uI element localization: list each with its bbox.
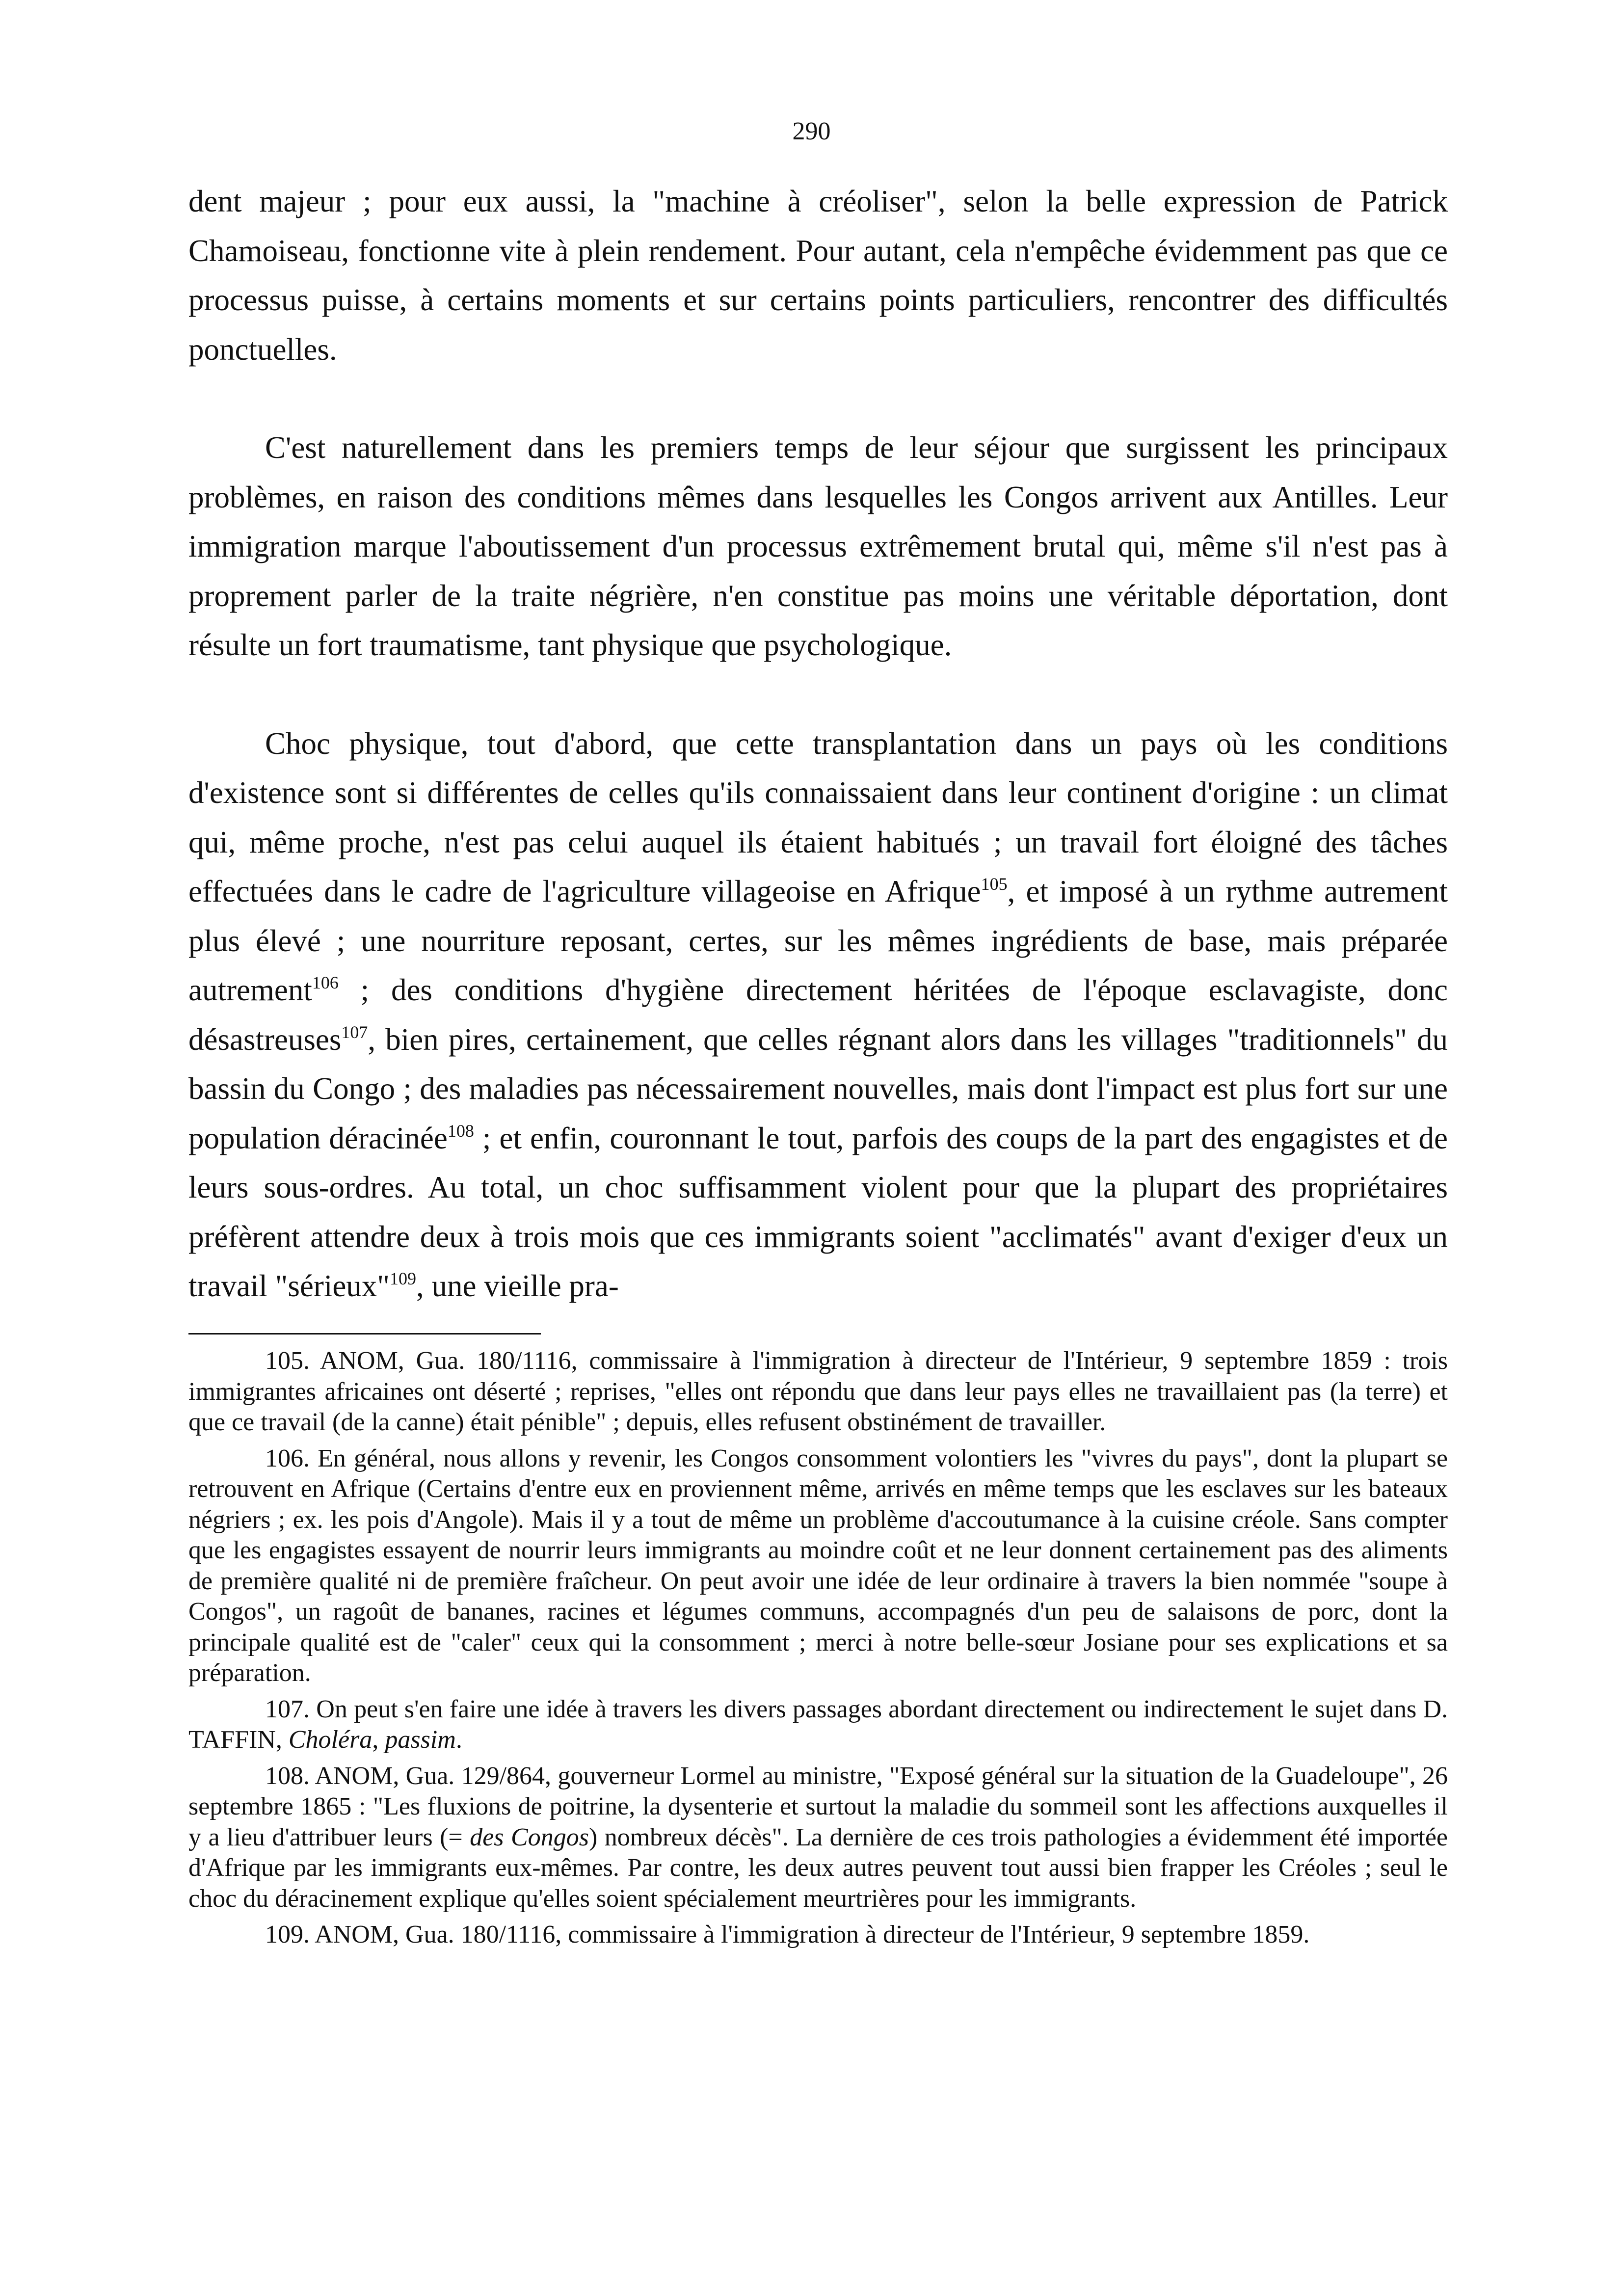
footnote-text: 108. ANOM, Gua. 129/864, gouverneur Lormel au ministre, "Exposé général sur la situation de la Guadeloupe", 26 septembre 1865 : "Les fluxions de poitrine, la dysenterie et surtout la maladie du sommeil sont les affections auxquelles il y a lieu d'attribuer leurs (=	[188, 1762, 1448, 1851]
footnotes	[188, 1346, 1448, 1956]
footnote: 106. En général, nous allons y revenir, les Congos consomment volontiers les "vivres du pays", dont la plupart se retrouvent en Afrique (Certains d'entre eux en proviennent même, arrivés en même temps que les esclaves sur les bateaux négriers ; ex. les pois d'Angole). Mais il y a tout de même un problème d'accoutumance à la cuisine créole. Sans compter que les engagistes essayent de nourrir leurs immigrants au moindre coût et ne leur donnent certainement pas des aliments de première qualité ni de première fraîcheur. On peut avoir une idée de leur ordinaire à travers la bien nommée "soupe à Congos", un ragoût de bananes, racines et légumes communs, accompagnés d'un peu de salaisons de porc, dont la principale qualité est de "caler" ceux qui la consomment ; merci à notre belle-sœur Josiane pour ses explications et sa préparation.	[188, 1444, 1448, 1687]
footnote-reference[interactable]: 107	[341, 1022, 368, 1042]
footnote-text: 107. On peut s'en faire une idée à travers les divers passages abordant directement ou indirectement le sujet dans D. TAFFIN,	[188, 1695, 1448, 1754]
paragraph	[188, 719, 1448, 1311]
body-text	[188, 177, 1448, 1311]
paragraph-text: , bien pires, certainement, que celles régnant alors dans les villages "traditionnels" du bassin du Congo ; des maladies pas nécessairement nouvelles, mais dont l'impact est plus fort sur une population déracinée	[188, 1022, 1448, 1155]
footnote	[188, 1761, 1448, 1915]
footnote-reference[interactable]: 108	[447, 1121, 474, 1141]
footnote-reference[interactable]: 106	[312, 973, 339, 992]
footnote-text: .	[455, 1726, 462, 1754]
page-number: 290	[792, 117, 831, 145]
paragraph-text: , une vieille pra-	[416, 1269, 619, 1303]
footnote-italic-term: passim	[385, 1726, 456, 1754]
paragraph: dent majeur ; pour eux aussi, la "machine à créoliser", selon la belle expression de Patrick Chamoiseau, fonctionne vite à plein rendement. Pour autant, cela n'empêche évidemment pas que ce processus puisse, à certains moments et sur certains points particuliers, rencontrer des difficultés ponctuelles.	[188, 184, 1448, 367]
footnote-italic-title: Choléra	[288, 1726, 372, 1754]
footnote-text: ) nombreux décès". La dernière de ces trois pathologies a évidemment été importée d'Afrique par les immigrants eux-mêmes. Par contre, les deux autres peuvent tout aussi bien frapper les Créoles ; seul le choc du déracinement explique qu'elles soient spécialement meurtrières pour les immigrants.	[188, 1823, 1448, 1913]
paragraph-text: ; et enfin, couronnant le tout, parfois des coups de la part des engagistes et de leurs sous-ordres. Au total, un choc suffisamment violent pour que la plupart des propriétaires préfèrent attendre deux à trois mois que ces immigrants soient "acclimatés" avant d'exiger d'eux un travail "sérieux"	[188, 1121, 1448, 1303]
footnote-separator	[188, 1333, 541, 1335]
footnote-text: ,	[372, 1726, 385, 1754]
footnote: 109. ANOM, Gua. 180/1116, commissaire à l'immigration à directeur de l'Intérieur, 9 septembre 1859.	[265, 1921, 1310, 1949]
footnote-italic-term: des Congos	[470, 1823, 589, 1851]
footnote-reference[interactable]: 109	[390, 1269, 417, 1288]
footnote: 105. ANOM, Gua. 180/1116, commissaire à l'immigration à directeur de l'Intérieur, 9 septembre 1859 : trois immigrantes africaines ont déserté ; reprises, "elles ont répondu que dans leur pays elles ne travaillaient pas (la terre) et que ce travail (de la canne) était pénible" ; depuis, elles refusent obstinément de travailler.	[188, 1347, 1448, 1436]
paragraph-text: ; des conditions d'hygiène directement héritées de l'époque esclavagiste, donc désastreuses	[188, 973, 1448, 1057]
footnote	[188, 1694, 1448, 1756]
paragraph-text: , et imposé à un rythme autrement plus élevé ; une nourriture reposant, certes, sur les mêmes ingrédients de base, mais préparée autrement	[188, 874, 1448, 1007]
footnote-reference[interactable]: 105	[981, 874, 1008, 894]
paragraph-text: Choc physique, tout d'abord, que cette transplantation dans un pays où les conditions d'existence sont si différentes de celles qu'ils connaissaient dans leur continent d'origine : un climat qui, même proche, n'est pas celui auquel ils étaient habitués ; un travail fort éloigné des tâches effectuées dans le cadre de l'agriculture villageoise en Afrique	[188, 726, 1448, 908]
paragraph: C'est naturellement dans les premiers temps de leur séjour que surgissent les principaux problèmes, en raison des conditions mêmes dans lesquelles les Congos arrivent aux Antilles. Leur immigration marque l'aboutissement d'un processus extrêmement brutal qui, même s'il n'est pas à proprement parler de la traite négrière, n'en constitue pas moins une véritable déportation, dont résulte un fort traumatisme, tant physique que psychologique.	[188, 430, 1448, 662]
